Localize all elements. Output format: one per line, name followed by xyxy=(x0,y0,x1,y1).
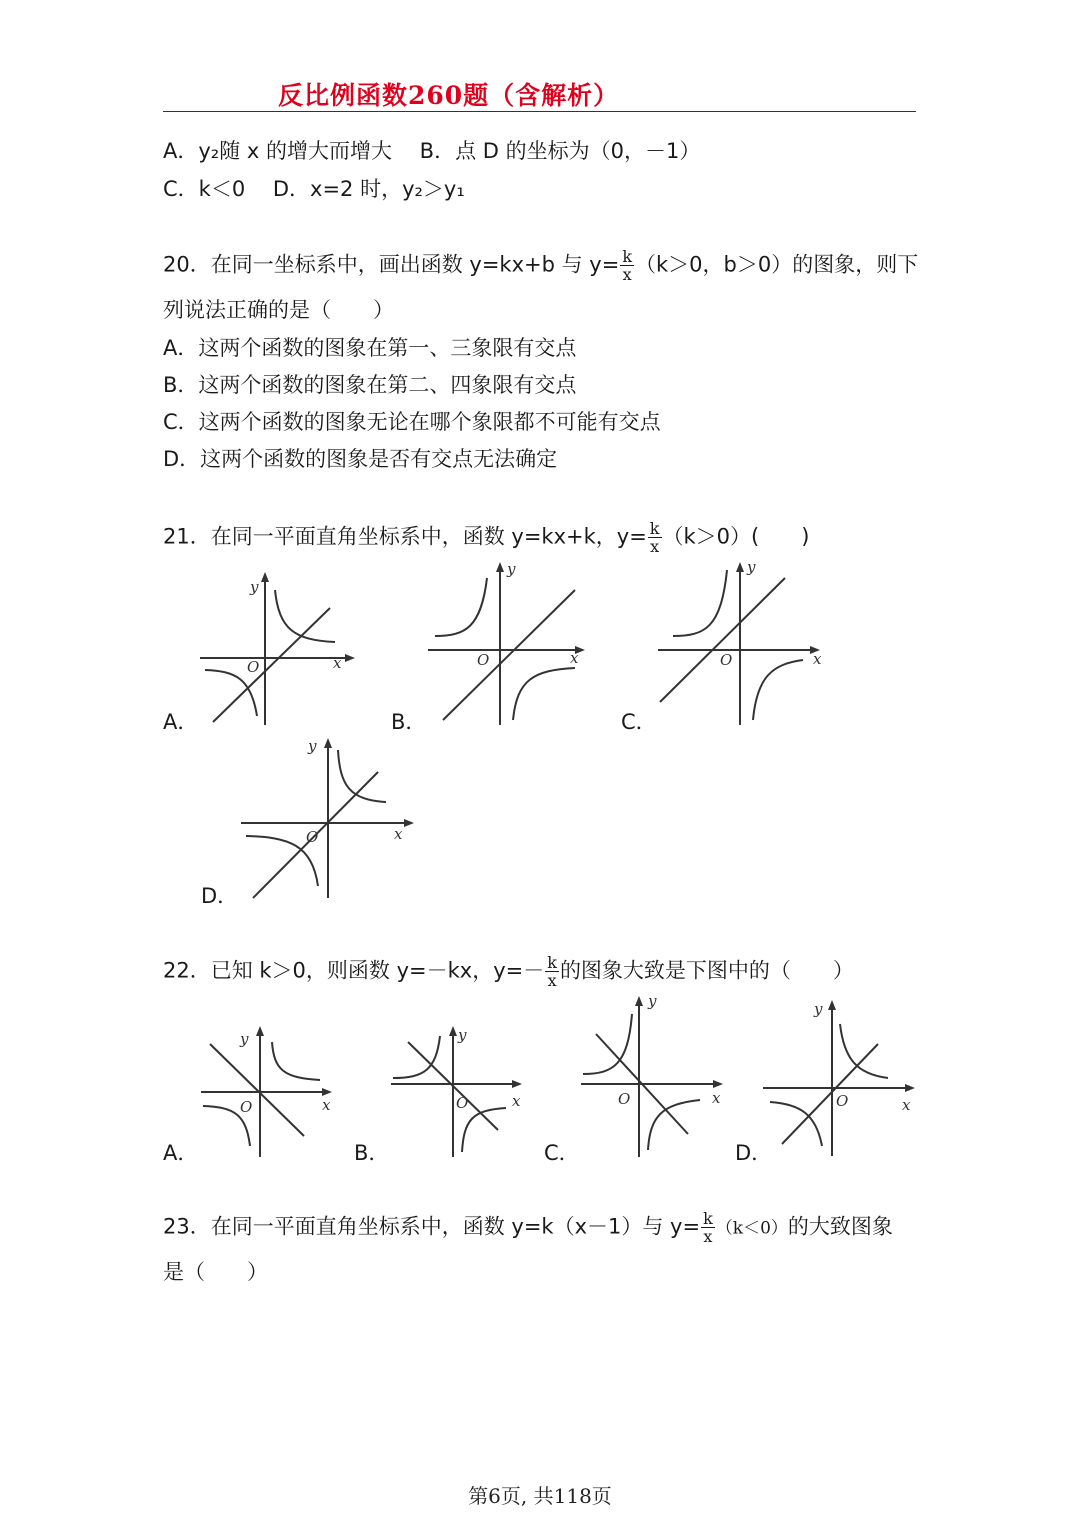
y-axis-arrow xyxy=(828,1000,836,1010)
origin-label: O xyxy=(306,828,319,846)
q23-condition: （k＜0） xyxy=(715,1218,788,1239)
x-axis-label: x xyxy=(902,1096,911,1114)
q21-graph-a xyxy=(195,570,360,730)
x-axis-label: x xyxy=(333,654,342,672)
hyperbola-branch-q3 xyxy=(205,670,257,716)
y-axis-arrow xyxy=(261,572,269,582)
q22-label-c: C． xyxy=(544,1141,580,1165)
x-axis-label: x xyxy=(394,825,403,843)
origin-label: O xyxy=(247,658,260,676)
q22-graph-b xyxy=(388,1022,528,1162)
hyperbola-branch-q2 xyxy=(393,1036,440,1078)
origin-label: O xyxy=(456,1094,469,1112)
q20-stem-line2: 列说法正确的是（ ） xyxy=(163,298,394,322)
origin-label: O xyxy=(618,1090,631,1108)
q21-label-c: C． xyxy=(621,710,657,734)
x-axis-arrow xyxy=(322,1088,332,1096)
x-axis-label: x xyxy=(712,1089,721,1107)
q20-option-d: D．这两个函数的图象是否有交点无法确定 xyxy=(163,447,558,471)
q23-fraction xyxy=(701,1210,715,1245)
q22-graph-c xyxy=(578,992,728,1162)
q22-label-d: D． xyxy=(735,1141,773,1165)
y-axis-label: y xyxy=(814,1000,823,1018)
q20-option-a: A．这两个函数的图象在第一、三象限有交点 xyxy=(163,336,577,360)
origin-label: O xyxy=(836,1092,849,1110)
x-axis-arrow xyxy=(512,1080,522,1088)
hyperbola-branch-q4 xyxy=(753,660,803,720)
q21-label-a: A． xyxy=(163,710,199,734)
y-axis-arrow xyxy=(635,996,643,1006)
hyperbola-branch-q1 xyxy=(272,1042,320,1080)
header-rule xyxy=(163,111,916,112)
q23-stem xyxy=(163,1210,893,1245)
y-axis-label: y xyxy=(240,1030,249,1048)
y-axis-label: y xyxy=(308,737,317,755)
q22-label-a: A． xyxy=(163,1141,199,1165)
hyperbola-branch-q2 xyxy=(435,578,487,636)
hyperbola-branch-q4 xyxy=(513,668,575,720)
hyperbola-branch-q4 xyxy=(648,1100,700,1150)
q23-frac-num: k xyxy=(703,1209,713,1228)
hyperbola-branch-q4 xyxy=(462,1108,506,1152)
q21-frac-den: x xyxy=(650,537,660,556)
y-axis-arrow xyxy=(736,562,744,572)
q19-options-line2: C．k＜0 D．x=2 时，y₂＞y₁ xyxy=(163,177,465,201)
q20-stem xyxy=(163,248,918,283)
y-axis-label: y xyxy=(747,558,756,576)
q21-stem-pre: 21．在同一平面直角坐标系中，函数 y=kx+k，y= xyxy=(163,524,647,549)
x-axis-arrow xyxy=(905,1084,915,1092)
x-axis-arrow xyxy=(404,819,414,827)
origin-label: O xyxy=(720,651,733,669)
x-axis-arrow xyxy=(345,654,355,662)
x-axis-arrow xyxy=(713,1080,723,1088)
origin-label: O xyxy=(240,1098,253,1116)
q21-label-b: B． xyxy=(391,710,427,734)
line-graph xyxy=(213,608,330,722)
q21-label-d: D． xyxy=(201,884,239,908)
q20-option-b: B．这两个函数的图象在第二、四象限有交点 xyxy=(163,373,577,397)
q22-frac-den: x xyxy=(547,971,557,990)
q22-stem xyxy=(163,954,854,989)
q21-stem xyxy=(163,520,809,555)
hyperbola-branch-q1 xyxy=(840,1024,888,1078)
line-graph xyxy=(210,1044,304,1136)
origin-label: O xyxy=(477,651,490,669)
y-axis-label: y xyxy=(507,560,516,578)
q20-fraction xyxy=(620,248,634,283)
q23-frac-den: x xyxy=(703,1227,713,1246)
x-axis-label: x xyxy=(570,649,579,667)
y-axis-arrow xyxy=(324,738,332,748)
q22-label-b: B． xyxy=(354,1141,390,1165)
y-axis-label: y xyxy=(458,1026,467,1044)
q22-stem-pre: 22．已知 k＞0，则函数 y=－kx，y=－ xyxy=(163,958,545,983)
hyperbola-branch-q1 xyxy=(338,750,386,802)
q23-stem-pre: 23．在同一平面直角坐标系中，函数 y=k（x－1）与 y= xyxy=(163,1214,701,1239)
hyperbola-branch-q3 xyxy=(770,1102,822,1146)
hyperbola-branch-q2 xyxy=(673,570,727,636)
page-header-title: 反比例函数260题（含解析） xyxy=(278,81,620,110)
q20-stem-post: （k＞0，b＞0）的图象，则下 xyxy=(635,252,919,277)
q21-frac-num: k xyxy=(649,519,660,538)
q23-stem-post: 的大致图象 xyxy=(787,1214,893,1239)
q20-option-c: C．这两个函数的图象无论在哪个象限都不可能有交点 xyxy=(163,410,661,434)
q21-graph-c xyxy=(655,560,830,730)
q22-graph-d xyxy=(760,996,920,1161)
q20-frac-den: x xyxy=(622,265,632,284)
page-footer: 第6页, 共118页 xyxy=(468,1484,612,1508)
hyperbola-branch-q1 xyxy=(275,590,335,642)
line-graph xyxy=(782,1044,878,1144)
q20-stem-pre: 20．在同一坐标系中，画出函数 y=kx+b 与 y= xyxy=(163,252,620,277)
y-axis-arrow xyxy=(449,1026,457,1036)
y-axis-arrow xyxy=(496,562,504,572)
y-axis-arrow xyxy=(256,1026,264,1036)
q21-graph-d xyxy=(238,736,418,906)
q19-options-line1: A．y₂随 x 的增大而增大 B．点 D 的坐标为（0，－1） xyxy=(163,139,701,163)
q22-stem-post: 的图象大致是下图中的（ ） xyxy=(559,958,854,983)
q21-stem-post: （k＞0）( ) xyxy=(662,524,810,549)
q21-fraction xyxy=(648,520,662,555)
q22-graph-a xyxy=(198,1022,338,1162)
line-graph xyxy=(443,590,575,720)
x-axis-label: x xyxy=(512,1092,521,1110)
q21-graph-b xyxy=(425,560,595,730)
q22-frac-num: k xyxy=(547,953,557,972)
q23-stem-line2: 是（ ） xyxy=(163,1260,268,1284)
y-axis-label: y xyxy=(648,992,657,1010)
x-axis-label: x xyxy=(322,1096,331,1114)
x-axis-label: x xyxy=(813,650,822,668)
q22-fraction xyxy=(545,954,559,989)
y-axis-label: y xyxy=(250,578,259,596)
q20-frac-num: k xyxy=(622,247,633,266)
